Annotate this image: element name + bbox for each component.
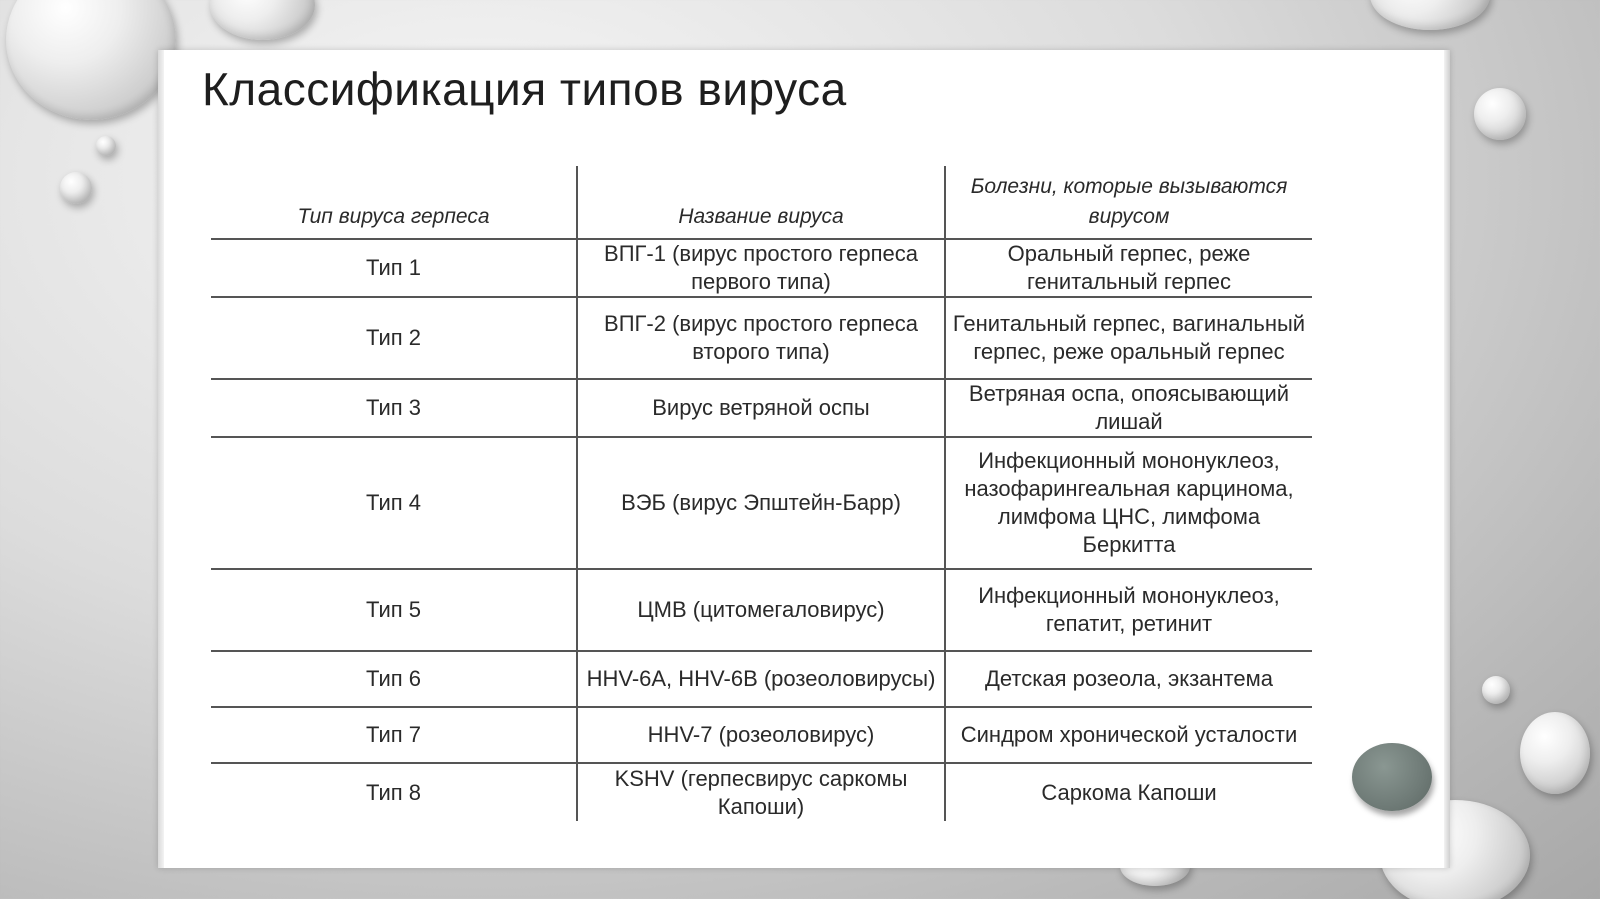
table-row bbox=[211, 569, 1312, 651]
water-drop-decoration bbox=[1352, 743, 1432, 811]
diseases-cell: Генитальный герпес, вагинальный герпес, реже оральный герпес bbox=[945, 297, 1312, 379]
table-header-row bbox=[211, 166, 1312, 239]
column-header-virus-name: Название вируса bbox=[577, 166, 945, 239]
virus-classification-table bbox=[211, 166, 1312, 821]
column-header-herpes-type: Тип вируса герпеса bbox=[211, 166, 577, 239]
virus-name-cell: KSHV (герпесвирус саркомы Капоши) bbox=[577, 763, 945, 821]
virus-name-cell: Вирус ветряной оспы bbox=[577, 379, 945, 437]
column-header-diseases: Болезни, которые вызываются вирусом bbox=[945, 166, 1312, 239]
virus-name-cell: ЦМВ (цитомегаловирус) bbox=[577, 569, 945, 651]
type-cell: Тип 7 bbox=[211, 707, 577, 763]
type-cell: Тип 5 bbox=[211, 569, 577, 651]
table-row bbox=[211, 707, 1312, 763]
water-drop-decoration bbox=[1474, 88, 1526, 140]
table-row bbox=[211, 379, 1312, 437]
table-row bbox=[211, 297, 1312, 379]
virus-name-cell: ВПГ-2 (вирус простого герпеса второго типа) bbox=[577, 297, 945, 379]
type-cell: Тип 3 bbox=[211, 379, 577, 437]
diseases-cell: Детская розеола, экзантема bbox=[945, 651, 1312, 707]
table-row bbox=[211, 763, 1312, 821]
water-drop-decoration bbox=[1370, 0, 1490, 30]
diseases-cell: Оральный герпес, реже генитальный герпес bbox=[945, 239, 1312, 297]
virus-name-cell: ВПГ-1 (вирус простого герпеса первого типа) bbox=[577, 239, 945, 297]
slide-edge bbox=[158, 50, 164, 868]
diseases-cell: Синдром хронической усталости bbox=[945, 707, 1312, 763]
type-cell: Тип 2 bbox=[211, 297, 577, 379]
type-cell: Тип 6 bbox=[211, 651, 577, 707]
type-cell: Тип 8 bbox=[365, 779, 422, 805]
diseases-cell: Инфекционный мононуклеоз, гепатит, ретинит bbox=[945, 569, 1312, 651]
virus-name-cell: ВЭБ (вирус Эпштейн-Барр) bbox=[577, 437, 945, 569]
water-drop-decoration bbox=[1520, 712, 1590, 794]
water-drop-decoration bbox=[96, 136, 116, 156]
virus-name-cell: HHV-6A, HHV-6B (розеоловирусы) bbox=[577, 651, 945, 707]
water-drop-decoration bbox=[6, 0, 176, 120]
diseases-cell: Саркома Капоши bbox=[945, 763, 1312, 821]
table-row bbox=[211, 239, 1312, 297]
water-drop-decoration bbox=[1482, 676, 1510, 704]
page-title: Классификация типов вируса bbox=[202, 63, 847, 115]
table-row bbox=[211, 651, 1312, 707]
table-row bbox=[211, 437, 1312, 569]
slide-edge bbox=[1444, 50, 1450, 868]
virus-name-cell: HHV-7 (розеоловирус) bbox=[577, 707, 945, 763]
type-cell: Тип 4 bbox=[211, 437, 577, 569]
diseases-cell: Инфекционный мононуклеоз, назофарингеальная карцинома, лимфома ЦНС, лимфома Беркитта bbox=[945, 437, 1312, 569]
type-cell: Тип 1 bbox=[211, 239, 577, 297]
water-drop-decoration bbox=[60, 172, 92, 204]
water-drop-decoration bbox=[210, 0, 315, 40]
diseases-cell: Ветряная оспа, опоясывающий лишай bbox=[945, 379, 1312, 437]
